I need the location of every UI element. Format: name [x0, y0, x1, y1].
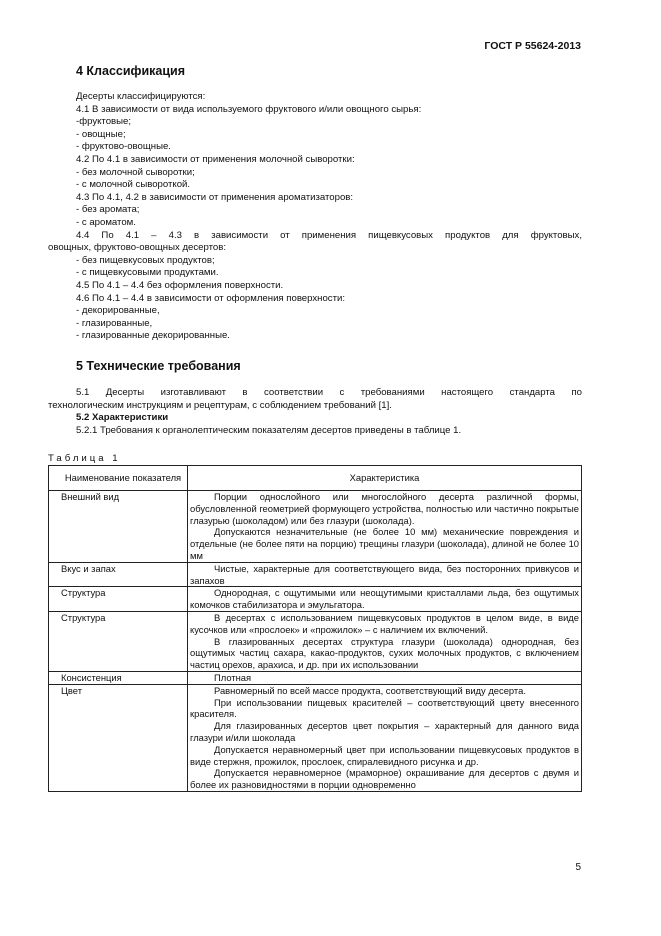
list-line: - глазированные декорированные.: [76, 330, 230, 342]
cell-paragraph: Порции однослойного или многослойного десерта различной формы, обусловленной геометрией формующего устройства, полностью или частично покрытые глазурью (шоколадом) или без глазури (шоколада).: [190, 491, 579, 526]
section-5-body: [48, 387, 582, 437]
list-line: - с пищевкусовыми продуктами.: [76, 267, 219, 279]
section-4-title: 4 Классификация: [76, 64, 186, 78]
section-5-title: 5 Технические требования: [76, 359, 241, 373]
page-number: 5: [575, 862, 581, 873]
paragraph-line: 5.1 Десерты изготавливают в соответствии с требованиями настоящего стандарта по: [76, 387, 582, 398]
list-line: Десерты классифицируются:: [76, 91, 206, 102]
cell-paragraph: Допускается неравномерное (мраморное) окрашивание для десертов с двумя и более их разновидностями в порции одновременно: [190, 767, 579, 791]
list-line: овощных, фруктово-овощных десертов:: [48, 242, 227, 254]
document-number: ГОСТ Р 55624-2013: [484, 40, 581, 52]
paragraph-line: 5.2.1 Требования к органолептическим показателям десертов приведены в таблице 1.: [76, 424, 462, 436]
cell-paragraph: Допускается неравномерный цвет при использовании пищевкусовых продуктов в виде стержня, прожилок, прослоек, спиралевидного рисунка и др.: [190, 743, 579, 767]
table-row: [49, 491, 582, 563]
list-line: 4.4 По 4.1 – 4.3 в зависимости от применения пищевкусовых продуктов для фруктовых,: [76, 229, 582, 241]
cell-paragraph: Однородная, с ощутимыми или неощутимыми кристаллами льда, без ощутимых комочков стабилизатора и эмульгатора.: [190, 587, 579, 611]
row-name: Внешний вид: [49, 491, 188, 563]
list-line: - с ароматом.: [76, 216, 136, 228]
organoleptic-table: [48, 465, 582, 792]
list-line: - без молочной сыворотки;: [76, 166, 195, 178]
row-value: [188, 562, 582, 587]
list-line: 4.6 По 4.1 – 4.4 в зависимости от оформления поверхности:: [76, 292, 346, 304]
row-value: [188, 611, 582, 671]
table-header-row: [49, 466, 582, 491]
cell-paragraph: Чистые, характерные для соответствующего вида, без посторонних привкусов и запахов: [190, 562, 579, 586]
cell-paragraph: При использовании пищевых красителей – соответствующий цвету внесенного красителя.: [190, 696, 579, 720]
row-value: [188, 684, 582, 791]
row-value: [188, 671, 582, 684]
row-name: Структура: [49, 611, 188, 671]
cell-paragraph: Допускаются незначительные (не более 10 мм) механические повреждения и отдельные (не более пяти на порцию) трещины глазури (шоколада), длиной не более 10 мм: [190, 526, 579, 561]
table-row: [49, 611, 582, 671]
column-header: Характеристика: [188, 466, 582, 491]
list-line: -фруктовые;: [76, 116, 132, 128]
row-value: [188, 491, 582, 563]
cell-paragraph: В десертах с использованием пищевкусовых продуктов в целом виде, в виде кусочков или «прослоек» и «прожилок» – с наличием их включений.: [190, 611, 579, 635]
list-line: - без пищевкусовых продуктов;: [76, 254, 215, 266]
list-line: - овощные;: [76, 128, 126, 140]
row-name: Консистенция: [49, 671, 188, 684]
section-4-body: [48, 91, 582, 343]
list-line: - без аромата;: [76, 204, 140, 216]
list-line: - декорированные,: [76, 305, 160, 317]
row-name: Вкус и запах: [49, 562, 188, 587]
table-caption: Таблица 1: [48, 453, 121, 464]
list-line: 4.5 По 4.1 – 4.4 без оформления поверхности.: [76, 279, 284, 291]
list-line: 4.2 По 4.1 в зависимости от применения молочной сыворотки:: [76, 153, 355, 165]
list-line: 4.3 По 4.1, 4.2 в зависимости от применения ароматизаторов:: [76, 191, 354, 203]
cell-paragraph: Для глазированных десертов цвет покрытия – характерный для данного вида глазури и/или шоколада: [190, 720, 579, 743]
list-line: - глазированные,: [76, 317, 153, 329]
cell-paragraph: В глазированных десертах структура глазури (шоколада) однородная, без ощутимых частиц сахара, какао-продуктов, сухих молочных продуктов, с включением частиц орехов, арахиса, и др. при их использовании: [190, 635, 579, 671]
list-line: - с молочной сывороткой.: [76, 179, 191, 191]
cell-paragraph: Плотная: [214, 671, 252, 683]
table-row: [49, 587, 582, 612]
row-name: Цвет: [49, 684, 188, 791]
subsection-title: 5.2 Характеристики: [76, 412, 169, 424]
table-row: [49, 684, 582, 791]
row-value: [188, 587, 582, 612]
table-row: [49, 562, 582, 587]
list-line: - фруктово-овощные.: [76, 141, 171, 153]
row-name: Структура: [49, 587, 188, 612]
paragraph-line: технологическим инструкциям и рецептурам, с соблюдением требований [1].: [48, 399, 392, 411]
column-header: Наименование показателя: [49, 466, 188, 491]
table-row: [49, 671, 582, 684]
cell-paragraph: Равномерный по всей массе продукта, соответствующий виду десерта.: [214, 684, 526, 696]
list-line: 4.1 В зависимости от вида используемого фруктового и/или овощного сырья:: [76, 103, 422, 115]
